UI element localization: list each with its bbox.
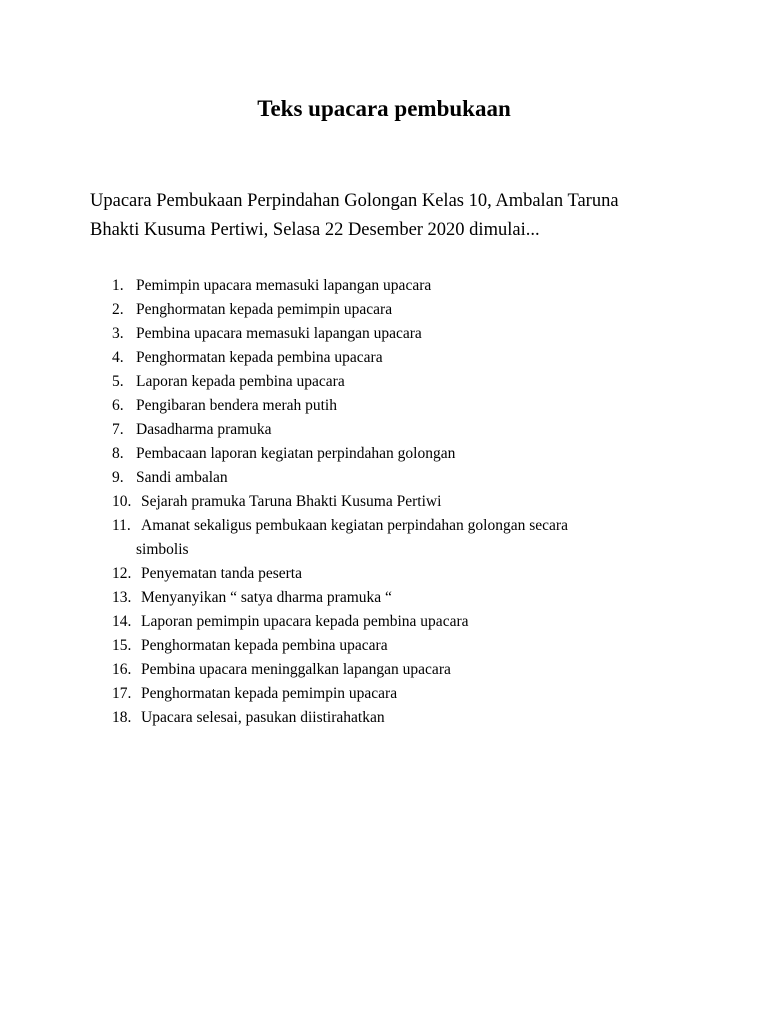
- list-item-text: Dasadharma pramuka: [136, 421, 272, 438]
- list-item: [0, 658, 768, 682]
- list-item: [0, 274, 768, 298]
- list-item-number: 9.: [112, 469, 124, 486]
- list-item: [0, 562, 768, 586]
- list-item-text: Penghormatan kepada pembina upacara: [136, 349, 383, 366]
- list-item-text: Sandi ambalan: [136, 469, 228, 486]
- list-item: [0, 322, 768, 346]
- list-item-number: 16.: [112, 661, 132, 678]
- document-title: Teks upacara pembukaan: [257, 96, 511, 121]
- list-item: [0, 682, 768, 706]
- list-item-text: Pengibaran bendera merah putih: [136, 397, 337, 414]
- list-item-number: 6.: [112, 397, 124, 414]
- list-item: [0, 466, 768, 490]
- list-item-text: Pembina upacara meninggalkan lapangan upacara: [141, 661, 451, 678]
- list-item-text-line: simbolis: [136, 541, 189, 558]
- list-item-text: Laporan pemimpin upacara kepada pembina upacara: [141, 613, 469, 630]
- intro-line: Bhakti Kusuma Pertiwi, Selasa 22 Desember 2020 dimulai...: [90, 220, 540, 240]
- intro-line: Upacara Pembukaan Perpindahan Golongan Kelas 10, Ambalan Taruna: [90, 191, 619, 211]
- list-item-number: 4.: [112, 349, 124, 366]
- list-item: [0, 418, 768, 442]
- list-item-text: [136, 514, 651, 562]
- list-item: [0, 370, 768, 394]
- list-item: [0, 394, 768, 418]
- list-item-text: Penghormatan kepada pemimpin upacara: [136, 301, 393, 318]
- list-item: [0, 442, 768, 466]
- list-item-number: 15.: [112, 637, 132, 654]
- list-item-text: Penghormatan kepada pembina upacara: [141, 637, 388, 654]
- list-item-number: 11.: [112, 517, 131, 534]
- list-item-number: 7.: [112, 421, 124, 438]
- ceremony-steps-list: [0, 274, 768, 730]
- list-item: [0, 514, 768, 562]
- list-item-number: 10.: [112, 493, 132, 510]
- list-item-number: 5.: [112, 373, 124, 390]
- list-item-text: Upacara selesai, pasukan diistirahatkan: [141, 709, 385, 726]
- list-item-text: Pembacaan laporan kegiatan perpindahan golongan: [136, 445, 456, 462]
- list-item-number: 1.: [112, 277, 124, 294]
- list-item: [0, 610, 768, 634]
- list-item-number: 3.: [112, 325, 124, 342]
- list-item: [0, 634, 768, 658]
- list-item-text: Sejarah pramuka Taruna Bhakti Kusuma Pertiwi: [141, 493, 442, 510]
- list-item-text: Laporan kepada pembina upacara: [136, 373, 345, 390]
- list-item: [0, 490, 768, 514]
- list-item-text: Pemimpin upacara memasuki lapangan upacara: [136, 277, 432, 294]
- list-item-number: 13.: [112, 589, 132, 606]
- list-item-text: Menyanyikan “ satya dharma pramuka “: [141, 589, 392, 606]
- list-item-number: 12.: [112, 565, 132, 582]
- list-item-number: 18.: [112, 709, 132, 726]
- list-item: [0, 586, 768, 610]
- list-item-text: Penghormatan kepada pemimpin upacara: [141, 685, 398, 702]
- list-item-number: 8.: [112, 445, 124, 462]
- list-item-text: Pembina upacara memasuki lapangan upacara: [136, 325, 422, 342]
- list-item-number: 2.: [112, 301, 124, 318]
- list-item-number: 17.: [112, 685, 132, 702]
- list-item: [0, 706, 768, 730]
- list-item: [0, 298, 768, 322]
- list-item: [0, 346, 768, 370]
- list-item-text-line: Amanat sekaligus pembukaan kegiatan perpindahan golongan secara: [141, 517, 568, 534]
- list-item-number: 14.: [112, 613, 132, 630]
- list-item-text: Penyematan tanda peserta: [141, 565, 302, 582]
- intro-paragraph: [90, 187, 690, 245]
